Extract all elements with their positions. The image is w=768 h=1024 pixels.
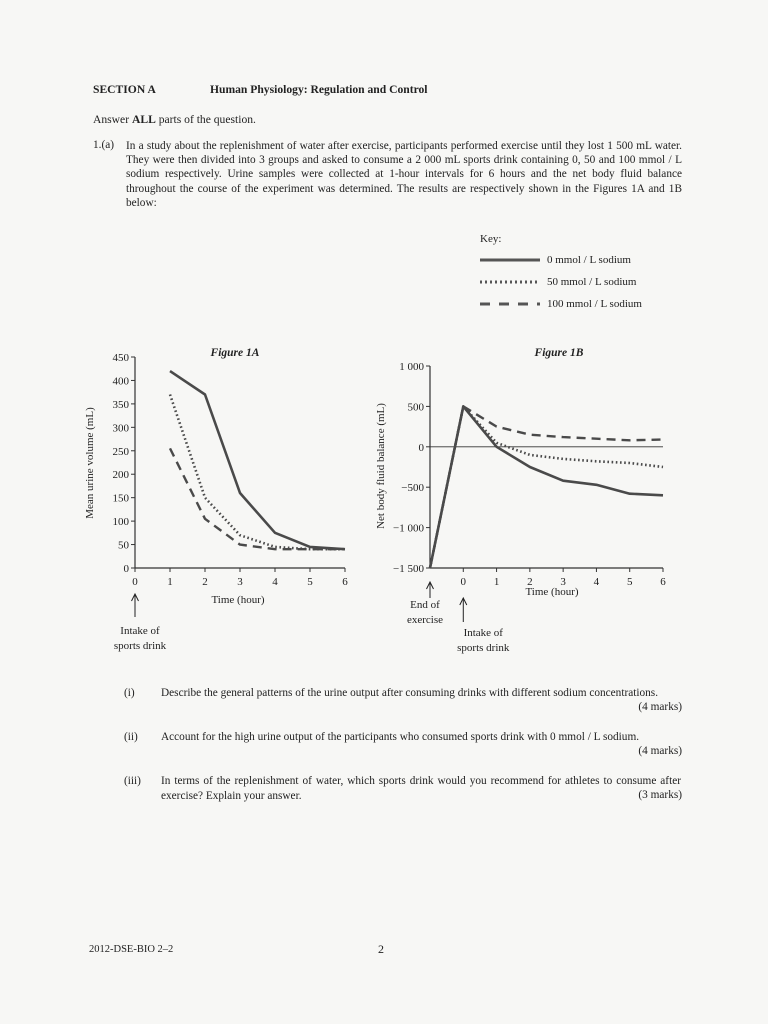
y-tick-label: −500	[401, 482, 424, 495]
subquestion-2-text: Account for the high urine output of the participants who consumed sports drink with 0 mmol / L sodium.	[161, 731, 640, 743]
annotation-text: Intake of	[463, 627, 503, 639]
y-tick-label: 250	[112, 445, 129, 458]
annotation-text: Intake of	[120, 625, 160, 637]
subquestion-3-num: (iii)	[124, 775, 141, 787]
x-tick-label: 3	[237, 576, 243, 588]
x-tick-label: 4	[272, 576, 278, 588]
annotation-text: sports drink	[457, 642, 510, 654]
chart-title: Figure 1B	[534, 347, 584, 359]
series-line-dotted	[170, 395, 345, 550]
y-tick-label: 200	[112, 469, 129, 482]
subquestion-2	[124, 730, 682, 764]
instruction: Answer ALL parts of the question.	[93, 113, 256, 126]
series-line-dashed	[430, 406, 663, 568]
key-entry-0: 0 mmol / L sodium	[547, 254, 631, 266]
y-tick-label: −1 000	[393, 522, 424, 535]
subquestion-1-num: (i)	[124, 687, 135, 699]
key-swatches	[478, 253, 544, 317]
x-tick-label: 1	[493, 576, 500, 588]
subquestion-1-marks: (4 marks)	[638, 701, 682, 713]
subquestion-2-num: (ii)	[124, 731, 138, 743]
x-tick-label: 6	[660, 576, 666, 588]
annotation-0	[407, 582, 443, 626]
subquestion-1-text: Describe the general patterns of the urine output after consuming drinks with different sodium concentrations.	[161, 687, 659, 699]
x-tick-label: 2	[527, 576, 533, 588]
subquestion-3-marks: (3 marks)	[638, 789, 682, 801]
x-tick-label: 0	[460, 576, 467, 588]
series-line-solid	[170, 371, 345, 549]
figure-1b-chart	[362, 340, 692, 670]
x-tick-label: 0	[132, 576, 138, 588]
x-axis-label: Time (hour)	[211, 594, 265, 606]
section-title: Human Physiology: Regulation and Control	[210, 83, 428, 96]
question-paragraph: In a study about the replenishment of water after exercise, participants performed exercise until they lost 1 500 mL water. They were then divided into 3 groups and asked to consume a 2 000 mL sports drink containing 0, 50 and 100 mmol / L sodium respectively. Urine samples were collected at 1-hour intervals for 6 hours and the net body fluid balance throughout the course of the experiment was determined. The results are respectively shown in the Figures 1A and 1B below:	[126, 140, 682, 209]
x-tick-label: 4	[593, 576, 600, 588]
annotation-text: sports drink	[113, 640, 167, 652]
y-tick-label: 350	[112, 398, 129, 411]
y-tick-label: 500	[407, 401, 424, 414]
key-title: Key:	[480, 233, 502, 245]
x-tick-label: 5	[307, 576, 313, 588]
key-entry-2: 100 mmol / L sodium	[547, 298, 642, 310]
subquestion-2-marks: (4 marks)	[638, 745, 682, 757]
section-label: SECTION A	[93, 83, 156, 96]
x-tick-label: 1	[167, 576, 173, 588]
chart-key	[478, 233, 688, 318]
y-tick-label: 450	[112, 352, 129, 364]
y-tick-label: 150	[112, 492, 129, 505]
annotation-text: End of	[410, 599, 440, 611]
y-tick-label: 0	[123, 563, 129, 575]
annotation-0	[114, 594, 167, 652]
annotation-text: exercise	[406, 614, 444, 626]
series-line-dashed	[170, 448, 345, 549]
y-tick-label: 50	[118, 539, 129, 552]
y-tick-label: 1 000	[399, 361, 424, 373]
x-axis-label: Time (hour)	[525, 586, 579, 598]
subquestion-3-text: In terms of the replenishment of water, which sports drink would you recommend for athletes to consume after exercise? Explain your answer.	[161, 775, 681, 802]
question-number: 1.(a)	[93, 139, 115, 151]
series-line-solid	[430, 406, 663, 568]
y-axis-label: Mean urine volume (mL)	[84, 407, 96, 519]
x-tick-label: 2	[202, 576, 208, 588]
annotation-1	[457, 598, 510, 654]
y-tick-label: 0	[418, 441, 424, 454]
x-tick-label: 6	[342, 576, 348, 588]
y-tick-label: 100	[112, 516, 129, 529]
y-tick-label: 300	[112, 422, 129, 435]
series-line-dotted	[430, 406, 663, 568]
page-number: 2	[378, 942, 384, 956]
footer-code: 2012-DSE-BIO 2–2	[89, 944, 174, 955]
key-entry-1: 50 mmol / L sodium	[547, 276, 637, 288]
x-tick-label: 3	[560, 576, 566, 588]
y-tick-label: −1 500	[393, 563, 424, 575]
chart-title: Figure 1A	[210, 347, 260, 359]
subquestion-1	[124, 686, 682, 720]
y-tick-label: 400	[112, 375, 129, 388]
y-axis-label: Net body fluid balance (mL)	[375, 403, 387, 529]
subquestion-3	[124, 774, 682, 808]
x-tick-label: 5	[626, 576, 633, 588]
figure-1a-chart	[78, 340, 378, 670]
